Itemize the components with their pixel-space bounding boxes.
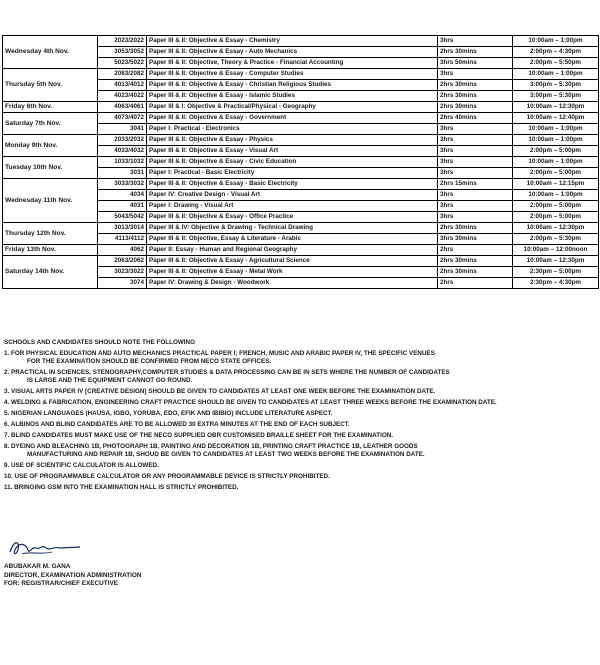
time-cell: 10:00am – 12:40pm — [513, 113, 599, 124]
note-text: 10. USE OF PROGRAMMABLE CALCULATOR OR ANY PROGRAMMABLE DEVICE IS STRICTLY PROHIBITED. — [4, 473, 330, 480]
paper-code-cell: 4073/4072 — [98, 113, 147, 124]
day-cell: Tuesday 10th Nov. — [3, 157, 98, 179]
table-row — [3, 102, 599, 113]
duration-cell: 3hrs — [438, 190, 513, 201]
table-row — [3, 135, 599, 146]
paper-code-cell: 3031 — [98, 168, 147, 179]
note-continuation: MANUFACTURING AND REPAIR 1B, SHOUD BE GIVEN TO CANDIDATES AT LEAST TWO WEEKS BEFORE THE EXAMINATION DATE. — [27, 451, 425, 458]
paper-code-cell: 3074 — [98, 278, 147, 289]
notes-section — [4, 339, 596, 495]
note-text: 9. USE OF SCIENTIFIC CALCULATOR IS ALLOWED. — [4, 462, 159, 469]
duration-cell: 2hrs 30mins — [438, 267, 513, 278]
notes-list — [4, 350, 596, 492]
timetable-body — [3, 36, 599, 289]
duration-cell: 2hrs 30mins — [438, 256, 513, 267]
paper-title-cell: Paper III & II: Objective, Essay & Literature - Arabic — [147, 234, 438, 245]
paper-title-cell: Paper IV: Drawing & Design - Woodwork — [147, 278, 438, 289]
paper-code-cell: 4023/4022 — [98, 91, 147, 102]
signatory-name: ABUBAKAR M. GANA — [4, 563, 71, 570]
note-text: 11. BRINGING GSM INTO THE EXAMINATION HALL IS STRICTLY PROHIBITED. — [4, 484, 239, 491]
paper-title-cell: Paper III & II: Objective & Essay - Office Practice — [147, 212, 438, 223]
notes-heading: SCHOOLS AND CANDIDATES SHOULD NOTE THE FOLLOWING — [4, 339, 196, 346]
time-cell: 2:00pm – 5:00pm — [513, 201, 599, 212]
time-cell: 2:00pm – 5:30pm — [513, 234, 599, 245]
paper-code-cell: 2063/2062 — [98, 256, 147, 267]
duration-cell: 3hrs — [438, 212, 513, 223]
table-row — [3, 157, 599, 168]
note-item — [4, 432, 596, 440]
note-text: 3. VISUAL ARTS PAPER IV [CREATIVE DESIGN] SHOULD BE GIVEN TO CANDIDATES AT LEAST ONE WEEK BEFORE THE EXAMINATION DATE. — [4, 388, 436, 395]
paper-code-cell: 4031 — [98, 201, 147, 212]
paper-title-cell: Paper III & II: Objective & Essay - Metal Work — [147, 267, 438, 278]
signatory-for-line: FOR: REGISTRAR/CHIEF EXECUTIVE — [4, 580, 118, 587]
table-row — [3, 179, 599, 190]
signatory-title: DIRECTOR, EXAMINATION ADMINISTRATION — [4, 571, 142, 579]
time-cell: 2:30pm – 5:00pm — [513, 267, 599, 278]
note-text: 6. ALBINOS AND BLIND CANDIDATES ARE TO BE ALLOWED 30 EXTRA MINUTES AT THE END OF EACH SUBJECT. — [4, 421, 350, 428]
time-cell: 10:00am – 1:00pm — [513, 135, 599, 146]
note-item — [4, 410, 596, 418]
duration-cell: 2hrs 30mins — [438, 47, 513, 58]
note-text: 4. WELDING & FABRICATION, ENGINEERING CRAFT PRACTICE SHOULD BE GIVEN TO CANDIDATES AT LEAST THREE WEEKS BEFORE THE EXAMINATION DATE. — [4, 399, 497, 406]
table-row — [3, 69, 599, 80]
note-text: 5. NIGERIAN LANGUAGES (HAUSA, IGBO, YORUBA, EDO, EFIK AND IBIBIO) INCLUDE LITERATURE ASPECT. — [4, 410, 333, 417]
duration-cell: 3hrs — [438, 124, 513, 135]
note-item — [4, 369, 596, 385]
table-row — [3, 223, 599, 234]
note-text: 8. DYEING AND BLEACHING 1B, PHOTOGRAPH 1B, PAINTING AND DECORATION 1B, PRINTING CRAFT PRACTICE 1B, LEATHER GOODS — [4, 443, 418, 450]
time-cell: 10:00am – 1:00pm — [513, 124, 599, 135]
day-cell: Friday 13th Nov. — [3, 245, 98, 256]
paper-title-cell: Paper III & II: Objective & Essay - Computer Studies — [147, 69, 438, 80]
note-item — [4, 388, 596, 396]
day-cell: Thursday 12th Nov. — [3, 223, 98, 245]
time-cell: 3:00pm – 5:30pm — [513, 91, 599, 102]
day-cell: Saturday 14th Nov. — [3, 256, 98, 289]
day-cell: Monday 9th Nov. — [3, 135, 98, 157]
paper-title-cell: Paper III & II: Objective & Essay - Agricultural Science — [147, 256, 438, 267]
paper-code-cell: 4013/4012 — [98, 80, 147, 91]
time-cell: 10:00am – 12:15pm — [513, 179, 599, 190]
signatory-block — [4, 563, 142, 589]
paper-title-cell: Paper III & II: Objective & Essay - Chemistry — [147, 36, 438, 47]
paper-title-cell: Paper III & II: Objective & Essay - Physics — [147, 135, 438, 146]
paper-code-cell: 4063/4061 — [98, 102, 147, 113]
note-continuation: FOR THE EXAMINATION SHOULD BE CONFIRMED FROM NECO STATE OFFICES. — [27, 358, 272, 365]
day-cell: Wednesday 11th Nov. — [3, 179, 98, 223]
paper-code-cell: 2023/2022 — [98, 36, 147, 47]
time-cell: 10:00am – 12:30pm — [513, 223, 599, 234]
duration-cell: 2hrs 30mins — [438, 223, 513, 234]
paper-code-cell: 3033/3032 — [98, 179, 147, 190]
paper-title-cell: Paper III & II: Objective & Essay - Islamic Studies — [147, 91, 438, 102]
paper-code-cell: 2033/2032 — [98, 135, 147, 146]
paper-code-cell: 5023/5022 — [98, 58, 147, 69]
duration-cell: 3hrs — [438, 135, 513, 146]
note-text: 1. FOR PHYSICAL EDUCATION AND AUTO MECHANICS PRACTICAL PAPER I; FRENCH, MUSIC AND ARABIC PAPER IV, THE SPECIFIC VENUES — [4, 350, 435, 357]
day-cell: Saturday 7th Nov. — [3, 113, 98, 135]
note-item — [4, 399, 596, 407]
duration-cell: 3hrs — [438, 157, 513, 168]
paper-title-cell: Paper I: Practical - Basic Electricity — [147, 168, 438, 179]
signature-icon — [6, 536, 86, 560]
paper-title-cell: Paper III & II: Objective & Essay - Auto Mechanics — [147, 47, 438, 58]
duration-cell: 3hrs — [438, 36, 513, 47]
paper-code-cell: 3053/3052 — [98, 47, 147, 58]
time-cell: 2:00pm – 5:50pm — [513, 58, 599, 69]
paper-title-cell: Paper II: Essay - Human and Regional Geography — [147, 245, 438, 256]
paper-code-cell: 3013/3014 — [98, 223, 147, 234]
duration-cell: 2hrs 15mins — [438, 179, 513, 190]
duration-cell: 2hrs — [438, 245, 513, 256]
duration-cell: 3hrs — [438, 69, 513, 80]
paper-title-cell: Paper III & II: Objective & Essay - Basic Electricity — [147, 179, 438, 190]
duration-cell: 3hrs — [438, 168, 513, 179]
time-cell: 2:00pm – 4:30pm — [513, 47, 599, 58]
paper-title-cell: Paper III & II: Objective, Theory & Practice - Financial Accounting — [147, 58, 438, 69]
note-item — [4, 462, 596, 470]
duration-cell: 3hrs — [438, 146, 513, 157]
table-row — [3, 36, 599, 47]
note-item — [4, 443, 596, 459]
note-text: 7. BLIND CANDIDATES MUST MAKE USE OF THE NECO SUPPLIED OBR CUSTOMISED BRAILLE SHEET FOR THE EXAMINATION. — [4, 432, 394, 439]
paper-code-cell: 1033/1032 — [98, 157, 147, 168]
note-continuation: IS LARGE AND THE EQUIPMENT CANNOT GO ROUND. — [27, 377, 193, 384]
paper-title-cell: Paper III & IV: Objective & Drawing - Technical Drawing — [147, 223, 438, 234]
paper-title-cell: Paper I: Drawing - Visual Art — [147, 201, 438, 212]
paper-code-cell: 3041 — [98, 124, 147, 135]
paper-title-cell: Paper III & II: Objective & Essay - Christian Religious Studies — [147, 80, 438, 91]
time-cell: 2:00pm – 5:00pm — [513, 146, 599, 157]
time-cell: 10:00am – 1:00pm — [513, 190, 599, 201]
duration-cell: 2hrs 30mins — [438, 102, 513, 113]
time-cell: 10:00am – 12:30pm — [513, 102, 599, 113]
paper-title-cell: Paper IV: Creative Design - Visual Art — [147, 190, 438, 201]
paper-code-cell: 3023/3022 — [98, 267, 147, 278]
duration-cell: 2hrs 30mins — [438, 91, 513, 102]
paper-title-cell: Paper III & II: Objective & Essay - Government — [147, 113, 438, 124]
time-cell: 10:00am – 1:00pm — [513, 69, 599, 80]
duration-cell: 3hrs — [438, 201, 513, 212]
time-cell: 10:00am – 1:00pm — [513, 36, 599, 47]
paper-title-cell: Paper III & I: Objective & Practical/Physical - Geography — [147, 102, 438, 113]
time-cell: 2:00pm – 5:00pm — [513, 168, 599, 179]
note-item — [4, 421, 596, 429]
time-cell: 3:00pm – 5:30pm — [513, 80, 599, 91]
duration-cell: 2hrs 30mins — [438, 80, 513, 91]
paper-title-cell: Paper III & II: Objective & Essay - Visual Art — [147, 146, 438, 157]
paper-code-cell: 4034 — [98, 190, 147, 201]
paper-code-cell: 4062 — [98, 245, 147, 256]
note-item — [4, 473, 596, 481]
duration-cell: 3hrs 50mins — [438, 58, 513, 69]
day-cell: Friday 6th Nov. — [3, 102, 98, 113]
table-row — [3, 256, 599, 267]
note-item — [4, 484, 596, 492]
time-cell: 2:30pm – 4:30pm — [513, 278, 599, 289]
table-row — [3, 113, 599, 124]
paper-title-cell: Paper I: Practical - Electronics — [147, 124, 438, 135]
paper-code-cell: 2083/2082 — [98, 69, 147, 80]
paper-code-cell: 4033/4032 — [98, 146, 147, 157]
duration-cell: 2hrs — [438, 278, 513, 289]
paper-code-cell: 5043/5042 — [98, 212, 147, 223]
note-text: 2. PRACTICAL IN SCIENCES, STENOGRAPHY,COMPUTER STUDIES & DATA PROCESSING CAN BE IN SETS WHERE THE NUMBER OF CANDIDATES — [4, 369, 450, 376]
note-item — [4, 350, 596, 366]
time-cell: 10:00am – 12:30pm — [513, 256, 599, 267]
time-cell: 10:00am – 1:00pm — [513, 157, 599, 168]
day-cell: Wednesday 4th Nov. — [3, 36, 98, 69]
duration-cell: 3hrs 30mins — [438, 234, 513, 245]
time-cell: 10:00am – 12:00noon — [513, 245, 599, 256]
paper-title-cell: Paper III & II: Objective & Essay - Civic Education — [147, 157, 438, 168]
paper-code-cell: 4113/4112 — [98, 234, 147, 245]
day-cell: Thursday 5th Nov. — [3, 69, 98, 102]
table-row — [3, 245, 599, 256]
time-cell: 2:00pm – 5:00pm — [513, 212, 599, 223]
duration-cell: 2hrs 40mins — [438, 113, 513, 124]
exam-timetable — [2, 35, 599, 289]
